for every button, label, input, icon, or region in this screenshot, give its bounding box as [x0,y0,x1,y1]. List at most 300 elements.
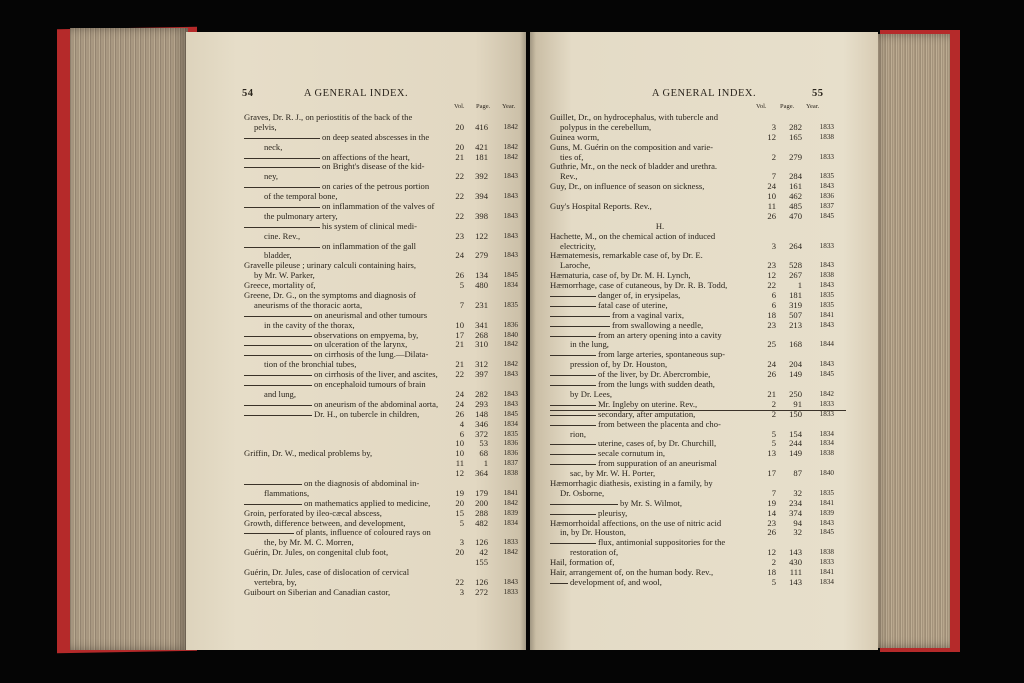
index-entry-text: Hæmorrhage, case of cutaneous, by Dr. R. B. Todd, [550,281,728,291]
page-number: 272 [475,586,488,597]
index-line [550,578,850,588]
index-entry-text: tion of the bronchial tubes, [264,360,357,370]
year: 1843 [819,320,834,329]
ditto-rule [550,543,596,544]
year: 1838 [503,469,518,478]
index-entry-text: Guérin, Dr. Jules, on congenital club foot, [244,548,389,558]
year: 1834 [503,518,518,527]
volume-number: 26 [767,369,776,380]
year: 1842 [503,360,518,369]
page-number: 319 [789,299,802,310]
index-line [244,172,526,182]
index-line [244,281,526,291]
page-number: 168 [789,339,802,350]
ditto-rule [550,316,610,317]
index-entry-text: uterine, cases of, by Dr. Churchill, [598,439,717,449]
index-entry-text: on encephaloid tumours of brain [314,380,426,390]
left-page-title: A GENERAL INDEX. [303,88,409,99]
index-line [244,212,526,222]
index-entry-text: on caries of the petrous portion [322,182,430,192]
year: 1835 [503,300,518,309]
year: 1841 [819,567,834,576]
index-entry-text: from a vaginal varix, [612,310,685,320]
index-line [550,528,850,538]
index-entry-text: Guy's Hospital Reports. Rev., [550,202,652,212]
index-entry-text: rion, [570,429,586,439]
page-number: 244 [789,438,802,449]
index-line [244,301,526,311]
index-entry-text: H. [655,221,665,231]
volume-number: 11 [455,458,464,469]
page-number: 397 [475,369,488,380]
year: 1835 [819,488,834,497]
index-line [244,192,526,202]
page-number: 392 [475,171,488,182]
page-number: 32 [793,527,802,538]
index-entry-text: from suppuration of an aneurismal [598,459,717,469]
ditto-rule [244,138,320,139]
year: 1843 [503,211,518,220]
page-number: 94 [793,517,802,528]
volume-number: 13 [767,448,776,459]
ditto-rule [550,355,596,356]
year: 1834 [503,281,518,290]
volume-number: 20 [455,141,464,152]
page-number: 288 [475,507,488,518]
volume-number: 4 [459,418,464,429]
right-page-header [530,88,878,102]
index-entry-text: Dr. Osborne, [560,488,605,498]
index-entry-text: on inflammation of the valves of [322,202,435,212]
index-entry-text: Hæmorrhoidal affections, on the use of nitric acid [550,518,722,528]
volume-number: 22 [767,280,776,291]
year: 1833 [819,152,834,161]
page-number: 204 [789,359,802,370]
year: 1843 [503,370,518,379]
volume-number: 20 [455,121,464,132]
page-number: 149 [789,448,802,459]
index-line [550,509,850,519]
year: 1833 [819,241,834,250]
ditto-rule [244,167,320,168]
index-entry-text: flux, antimonial suppositories for the [598,538,726,548]
index-entry-text: fatal case of uterine, [598,300,668,310]
ditto-rule [244,336,312,337]
page-number: 126 [475,537,488,548]
index-entry-text: Guibourt on Siberian and Canadian castor, [244,587,391,597]
ditto-rule [550,296,596,297]
index-line [244,519,526,529]
index-entry-text: on inflammation of the gall [322,241,417,251]
volume-number: 23 [767,517,776,528]
right-page-number: 55 [812,88,824,99]
ditto-rule [550,375,596,376]
index-entry-text: pelvis, [254,122,277,132]
index-entry-text: cine. Rev., [264,231,301,241]
year: 1836 [819,192,834,201]
page-number: 111 [789,566,802,577]
index-entry-text: development of, and wool, [570,577,662,587]
index-line [550,499,850,509]
index-entry-text: Guérin, Dr. Jules, case of dislocation of cervical [244,567,410,577]
index-entry-text: pleurisy, [598,508,628,518]
volume-number: 24 [767,359,776,370]
ditto-rule [244,247,320,248]
ditto-rule [244,355,312,356]
volume-number: 20 [455,547,464,558]
index-entry-text: danger of, in erysipelas, [598,291,681,301]
volume-number: 19 [767,497,776,508]
index-entry-text: on ulceration of the larynx, [314,340,408,350]
ditto-rule [550,454,596,455]
left-page-edges [70,28,188,650]
page-number: 149 [789,369,802,380]
index-entry-text: in the cavity of the thorax, [264,320,355,330]
page-number: 374 [789,507,802,518]
right-column-headers [756,103,846,113]
index-entry-text: ties of, [560,152,584,162]
index-entry-text: polypus in the cerebellum, [560,122,652,132]
volume-number: 21 [455,359,464,370]
index-entry-text: Greene, Dr. G., on the symptoms and diagnosis of [244,291,416,301]
page-number: 126 [475,576,488,587]
ditto-rule [550,514,596,515]
index-entry-text: vertebra, by, [254,577,297,587]
volume-number: 5 [771,438,776,449]
page-number: 53 [479,438,488,449]
index-entry-text: Guy, Dr., on influence of season on sickness, [550,182,705,192]
page-number: 42 [479,547,488,558]
index-line [244,588,526,598]
index-line [550,430,850,440]
index-line [550,459,850,469]
ditto-rule [244,158,320,159]
index-line [244,153,526,163]
year: 1843 [503,399,518,408]
index-entry-text: and lung, [264,389,296,399]
page-number: 312 [475,359,488,370]
index-entry-text: aneurisms of the thoracic aorta, [254,300,363,310]
page-number: 430 [789,557,802,568]
page-number: 284 [789,171,802,182]
volume-number: 21 [455,339,464,350]
year: 1835 [819,172,834,181]
page-number: 165 [789,131,802,142]
index-entry-text: Graves, Dr. R. J., on periostitis of the back of the [244,113,413,122]
year: 1843 [503,192,518,201]
year: 1834 [819,439,834,448]
page-number: 91 [793,398,802,409]
index-line [550,222,850,232]
left-col-vol: Vol. [454,103,465,110]
volume-number: 26 [455,270,464,281]
right-page [530,32,878,650]
page-number: 134 [475,270,488,281]
index-line [244,469,526,479]
index-line [550,261,850,271]
index-entry-text: Hæmatemesis, remarkable case of, by Dr. E. [550,251,703,261]
index-entry-text: pression of, by Dr. Houston, [570,360,668,370]
index-line [550,489,850,499]
index-entry-text: on affections of the heart, [322,152,410,162]
page-number: 179 [475,487,488,498]
index-line [550,242,850,252]
index-entry-text: from between the placenta and cho- [598,419,721,429]
page-number: 282 [789,121,802,132]
page-number: 421 [475,141,488,152]
volume-number: 3 [771,121,776,132]
index-line [550,251,850,261]
left-column-headers [454,103,526,113]
index-line [550,400,850,410]
year: 1843 [819,281,834,290]
index-entry-text: Hæmorrhagic diathesis, existing in a family, by [550,478,713,488]
year: 1843 [503,251,518,260]
index-entry-text: on Bright's disease of the kid- [322,162,425,172]
right-col-year: Year. [806,103,820,110]
volume-number: 22 [455,576,464,587]
page-number: 372 [475,428,488,439]
volume-number: 11 [767,201,776,212]
volume-number: 5 [771,428,776,439]
ditto-rule [244,385,312,386]
page-number: 268 [475,329,488,340]
volume-number: 23 [767,319,776,330]
index-entry-text: from an artery opening into a cavity [598,330,722,340]
ditto-rule [244,405,312,406]
index-entry-text: in the lung, [570,340,609,350]
year: 1843 [503,577,518,586]
index-entry-text: electricity, [560,241,596,251]
index-entry-text: of plants, influence of coloured rays on [296,528,431,538]
index-entry-text: Growth, difference between, and development, [244,518,406,528]
index-entry-text: by Dr. Lees, [570,389,613,399]
ditto-rule [244,484,302,485]
volume-number: 2 [771,408,776,419]
book-gutter [520,32,536,650]
volume-number: 18 [767,566,776,577]
index-line [550,360,850,370]
index-entry-text: on cirrhosis of the liver, and ascites, [314,370,438,380]
year: 1840 [819,469,834,478]
index-entry-text: on the diagnosis of abdominal in- [304,478,420,488]
index-line [550,271,850,281]
index-entry-text: on deep seated abscesses in the [322,132,430,142]
index-line [550,420,850,430]
volume-number: 18 [767,309,776,320]
volume-number: 17 [455,329,464,340]
index-entry-text: of the temporal bone, [264,192,338,202]
year: 1835 [819,300,834,309]
volume-number: 6 [771,290,776,301]
year: 1833 [819,409,834,418]
index-line [550,479,850,489]
index-line [550,321,850,331]
year: 1838 [819,132,834,141]
right-page-title: A GENERAL INDEX. [651,88,757,99]
volume-number: 3 [771,240,776,251]
year: 1836 [503,439,518,448]
left-page-header [186,88,526,102]
volume-number: 6 [771,299,776,310]
volume-number: 12 [767,270,776,281]
ditto-rule [550,336,596,337]
index-line [550,301,850,311]
page-number: 267 [789,270,802,281]
year: 1842 [503,340,518,349]
ditto-rule [550,306,596,307]
volume-number: 26 [767,210,776,221]
ditto-rule [244,187,320,188]
volume-number: 24 [455,398,464,409]
index-entry-text: from swallowing a needle, [612,320,704,330]
page-number: 32 [793,487,802,498]
volume-number: 5 [459,517,464,528]
year: 1844 [819,340,834,349]
page-number: 1 [483,458,488,469]
volume-number: 20 [455,497,464,508]
ditto-rule [550,385,596,386]
volume-number: 22 [455,210,464,221]
volume-number: 15 [455,507,464,518]
index-line [244,558,526,568]
page-number: 250 [789,388,802,399]
volume-number: 19 [455,487,464,498]
left-col-year: Year. [502,103,516,110]
year: 1843 [503,172,518,181]
volume-number: 10 [455,448,464,459]
year: 1834 [503,419,518,428]
index-entry-text: Greece, mortality of, [244,281,316,291]
left-index-lines [244,113,526,598]
page-number: 482 [475,517,488,528]
volume-number: 26 [767,527,776,538]
index-line [550,439,850,449]
index-line [550,449,850,459]
index-line [550,410,850,420]
volume-number: 6 [459,428,464,439]
index-line [550,291,850,301]
volume-number: 10 [455,319,464,330]
index-line [550,380,850,390]
year: 1836 [503,320,518,329]
index-line [244,232,526,242]
index-entry-text: by Mr. W. Parker, [254,271,315,281]
index-entry-text: Guinea worm, [550,132,600,142]
page-number: 161 [789,181,802,192]
volume-number: 21 [455,151,464,162]
volume-number: 10 [455,438,464,449]
page-number: 148 [475,408,488,419]
ditto-rule [244,227,320,228]
index-line [550,331,850,341]
page-number: 394 [475,191,488,202]
index-entry-text: ney, [264,172,278,182]
volume-number: 21 [767,388,776,399]
year: 1835 [819,291,834,300]
index-line [550,538,850,548]
year: 1834 [819,577,834,586]
index-entry-text: Hachette, M., on the chemical action of induced [550,231,716,241]
index-entry-text: Hæmaturia, case of, by Dr. M. H. Lynch, [550,271,691,281]
year: 1845 [503,271,518,280]
index-line [550,281,850,291]
volume-number: 3 [459,537,464,548]
year: 1837 [819,202,834,211]
ditto-rule [550,405,596,406]
year: 1845 [819,370,834,379]
year: 1835 [503,429,518,438]
page-number: 122 [475,230,488,241]
index-line [550,162,850,172]
index-line [244,370,526,380]
year: 1837 [503,459,518,468]
page-number: 462 [789,191,802,202]
page-number: 1 [797,280,802,291]
index-line [550,390,850,400]
left-col-page: Page. [476,103,491,110]
index-entry-text: Gravelle pileuse ; urinary calculi containing hairs, [244,261,417,271]
page-number: 143 [789,547,802,558]
index-line [550,113,850,123]
page-number: 264 [789,240,802,251]
index-entry-text: secale cornutum in, [598,449,666,459]
page-number: 143 [789,576,802,587]
volume-number: 5 [459,280,464,291]
right-col-vol: Vol. [756,103,767,110]
index-entry-text: Hair, arrangement of, on the human body. Rev., [550,567,714,577]
volume-number: 2 [771,398,776,409]
year: 1841 [503,488,518,497]
volume-number: 22 [455,369,464,380]
volume-number: 22 [455,191,464,202]
ditto-rule [244,316,312,317]
page-number: 234 [789,497,802,508]
year: 1845 [819,211,834,220]
index-entry-text: sac, by Mr. W. H. Porter, [570,469,656,479]
year: 1839 [819,508,834,517]
index-line [550,192,850,202]
index-entry-text: Guthrie, Mr., on the neck of bladder and urethra. [550,162,718,172]
ditto-rule [550,425,596,426]
index-line [550,212,850,222]
year: 1838 [819,449,834,458]
index-line [550,311,850,321]
volume-number: 7 [771,487,776,498]
index-entry-text: Dr. H., on tubercle in children, [314,409,420,419]
ditto-rule [550,415,596,416]
index-line [244,251,526,261]
page-number: 346 [475,418,488,429]
year: 1843 [503,389,518,398]
page-number: 507 [789,309,802,320]
index-line [550,469,850,479]
index-entry-text: by Mr. S. Wilmot, [620,498,683,508]
volume-number: 24 [455,388,464,399]
index-line [550,202,850,212]
volume-number: 22 [455,171,464,182]
index-entry-text: on cirrhosis of the lung.—Dilata- [314,350,429,360]
index-entry-text: neck, [264,142,283,152]
index-entry-text: restoration of, [570,548,619,558]
volume-number: 23 [767,260,776,271]
index-line [550,350,850,360]
volume-number: 7 [459,299,464,310]
page-number: 398 [475,210,488,221]
index-entry-text: from the lungs with sudden death, [598,380,715,390]
year: 1836 [503,449,518,458]
index-entry-text: Guns, M. Guérin on the composition and varie- [550,142,714,152]
